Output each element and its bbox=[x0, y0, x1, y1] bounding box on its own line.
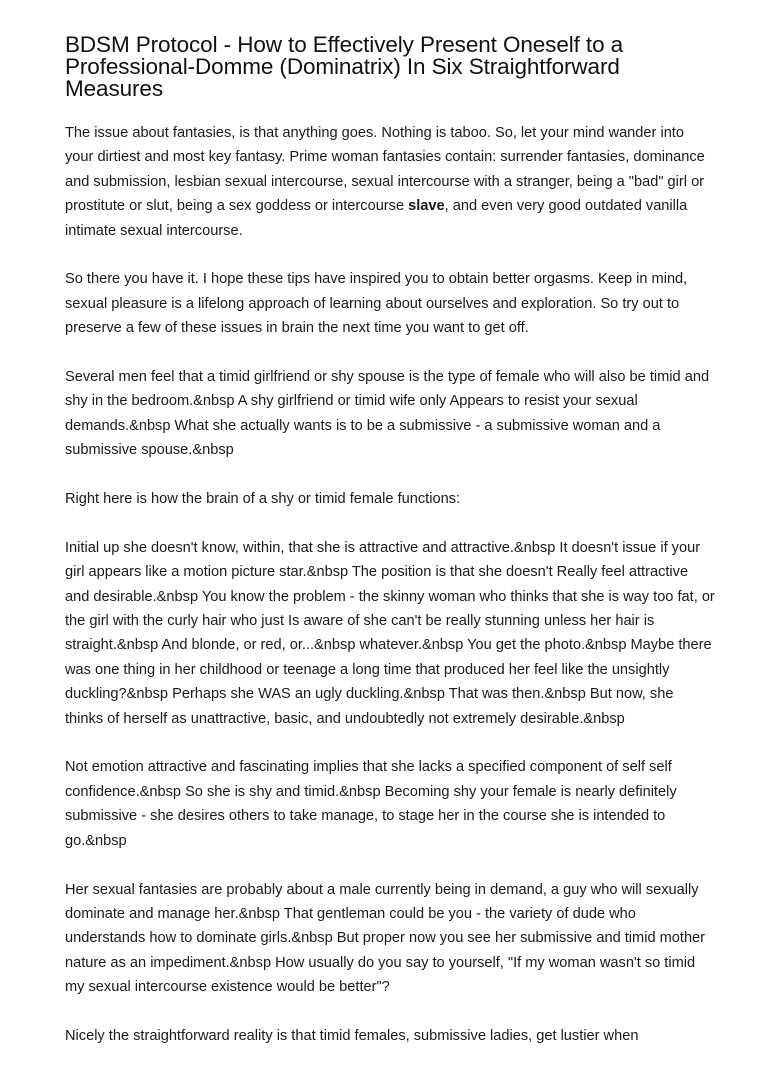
paragraph-initial: Initial up she doesn't know, within, that she is attractive and attractive.&nbsp It doesn't issue if your girl appears like a motion picture star.&nbsp The position is that she doesn't Really feel attractive and desirable.&nbsp You know the problem - the skinny woman who thinks that she is way too fat, or the girl with the curly hair who just Is aware of she can't be really stunning unless her hair is straight.&nbsp And blonde, or red, or...&nbsp whatever.&nbsp You get the photo.&nbsp Maybe there was one thing in her childhood or teenage a long time that produced her feel like the unsightly duckling?&nbsp Perhaps she WAS an ugly duckling.&nbsp That was then.&nbsp But now, she thinks of herself as unattractive, basic, and undoubtedly not extremely desirable.&nbsp bbox=[65, 539, 715, 727]
paragraph-reality: Nicely the straightforward reality is that timid females, submissive ladies, get lustier when bbox=[65, 1027, 639, 1044]
paragraph-fantasies-text-before: The issue about fantasies, is that anything goes. Nothing is taboo. So, let your mind wander into your dirtiest and most key fantasy. Prime woman fantasies contain: surrender fantasies, dominance and submission, lesbian sexual intercourse, sexual intercourse with a stranger, being a "bad" girl or prostitute or slut, being a sex goddess or intercourse bbox=[65, 125, 705, 215]
document-page bbox=[65, 34, 715, 1073]
bold-keyword-slave: slave bbox=[408, 198, 445, 215]
paragraph-fantasies bbox=[65, 121, 715, 243]
paragraph-confidence: Not emotion attractive and fascinating implies that she lacks a specified component of self self confidence.&nbsp So she is shy and timid.&nbsp Becoming shy your female is nearly definitely submissive - she desires others to take manage, to stage her in the course she is intended to go.&nbsp bbox=[65, 759, 677, 849]
paragraph-sexual-fantasies: Her sexual fantasies are probably about a male currently being in demand, a guy who will sexually dominate and manage her.&nbsp That gentleman could be you - the variety of dude who understands how to dominate girls.&nbsp But proper now you see her submissive and timid mother nature as an impediment.&nbsp How usually do you say to yourself, "If my woman wasn't so timid my sexual intercourse existence would be better"? bbox=[65, 881, 706, 996]
paragraph-timid-girlfriend: Several men feel that a timid girlfriend or shy spouse is the type of female who will also be timid and shy in the bedroom.&nbsp A shy girlfriend or timid wife only Appears to resist your sexual demands.&nbsp What she actually wants is to be a submissive - a submissive woman and a submissive spouse.&nbsp bbox=[65, 369, 710, 459]
document-title: BDSM Protocol - How to Effectively Present Oneself to a Professional-Domme (Dominatrix) In Six Straightforward Measures bbox=[65, 32, 624, 101]
paragraph-fantasies-text-after: , and even very good outdated vanilla intimate sexual intercourse. bbox=[65, 198, 688, 239]
paragraph-tips: So there you have it. I hope these tips have inspired you to obtain better orgasms. Keep in mind, sexual pleasure is a lifelong approach of learning about ourselves and exploration. So try out to preserve a few of these issues in brain the next time you want to get off. bbox=[65, 271, 688, 337]
paragraph-brain-intro: Right here is how the brain of a shy or timid female functions: bbox=[65, 491, 461, 508]
